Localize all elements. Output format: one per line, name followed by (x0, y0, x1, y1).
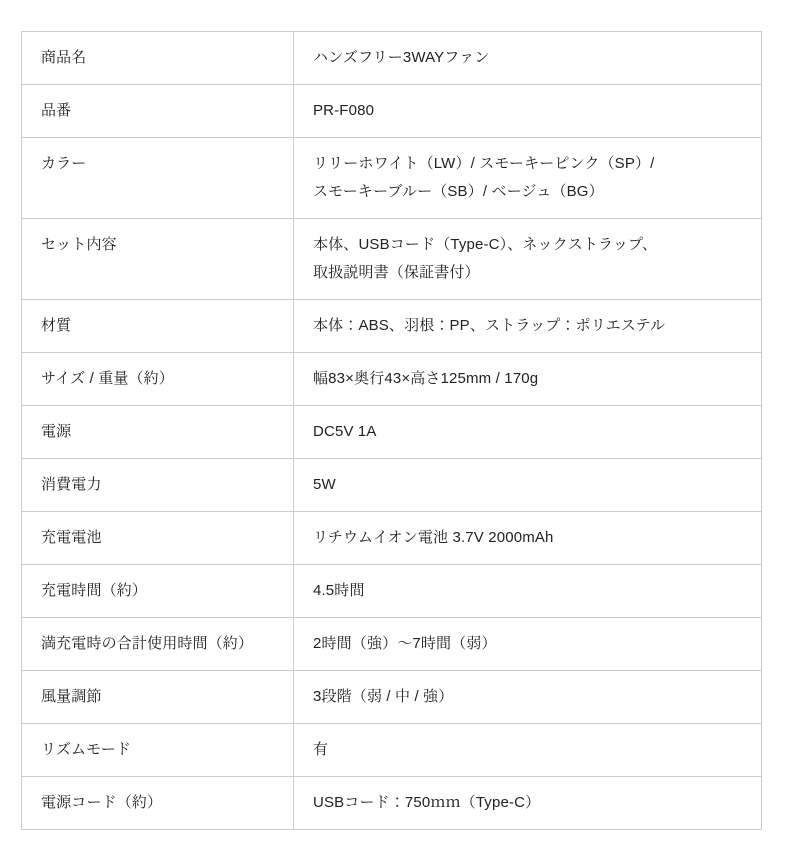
table-row-material (22, 300, 762, 353)
table-row-airflow-adjustment (22, 671, 762, 724)
spec-label: 消費電力 (22, 459, 294, 512)
spec-label: 満充電時の合計使用時間（約） (22, 618, 294, 671)
spec-label: セット内容 (22, 219, 294, 300)
table-row-model-number (22, 85, 762, 138)
table-row-color (22, 138, 762, 219)
spec-value (294, 353, 762, 406)
spec-value (294, 512, 762, 565)
spec-value (294, 671, 762, 724)
spec-value-line: DC5V 1A (313, 423, 377, 440)
spec-value-line: USBコード：750ｍｍ（Type-C） (313, 794, 541, 811)
spec-label: 充電電池 (22, 512, 294, 565)
spec-value-line: 本体、USBコード（Type-C）、ネックストラップ、 (313, 236, 658, 253)
spec-label: 材質 (22, 300, 294, 353)
spec-value-line: 3段階（弱 / 中 / 強） (313, 688, 454, 705)
spec-label: 風量調節 (22, 671, 294, 724)
spec-label: 商品名 (22, 32, 294, 85)
spec-label: サイズ / 重量（約） (22, 353, 294, 406)
spec-value-line: 取扱説明書（保証書付） (313, 264, 480, 281)
table-row-size-weight (22, 353, 762, 406)
spec-value (294, 565, 762, 618)
spec-value-line: 2時間（強）～7時間（弱） (313, 635, 497, 652)
spec-value-line: PR-F080 (313, 102, 375, 119)
table-row-power-cord (22, 777, 762, 830)
spec-label: 電源コード（約） (22, 777, 294, 830)
spec-label: 充電時間（約） (22, 565, 294, 618)
spec-value-line: 5W (313, 476, 336, 493)
spec-value-line: 本体：ABS、羽根：PP、ストラップ：ポリエステル (313, 317, 666, 334)
spec-value (294, 300, 762, 353)
table-row-rhythm-mode (22, 724, 762, 777)
spec-value (294, 618, 762, 671)
table-row-charge-time (22, 565, 762, 618)
spec-value-line: スモーキーブルー（SB）/ ベージュ（BG） (313, 183, 604, 200)
spec-value (294, 85, 762, 138)
spec-label: 電源 (22, 406, 294, 459)
spec-value (294, 724, 762, 777)
table-row-usage-time (22, 618, 762, 671)
table-row-power-consumption (22, 459, 762, 512)
spec-label: カラー (22, 138, 294, 219)
table-row-battery (22, 512, 762, 565)
spec-label: 品番 (22, 85, 294, 138)
spec-value-line: リチウムイオン電池 3.7V 2000mAh (313, 529, 554, 546)
spec-value (294, 32, 762, 85)
table-row-product-name (22, 32, 762, 85)
spec-value (294, 138, 762, 219)
spec-value-line: 4.5時間 (313, 582, 365, 599)
table-row-power-source (22, 406, 762, 459)
spec-value-line: ハンズフリー3WAYファン (313, 49, 490, 66)
spec-value (294, 406, 762, 459)
spec-value-line: 幅83×奥行43×高さ125mm / 170g (313, 370, 539, 387)
spec-value (294, 459, 762, 512)
spec-value-line: リリーホワイト（LW）/ スモーキーピンク（SP）/ (313, 155, 655, 172)
spec-label: リズムモード (22, 724, 294, 777)
spec-value (294, 777, 762, 830)
spec-value (294, 219, 762, 300)
product-spec-table (21, 31, 762, 830)
spec-value-line: 有 (313, 741, 329, 758)
table-row-set-contents (22, 219, 762, 300)
